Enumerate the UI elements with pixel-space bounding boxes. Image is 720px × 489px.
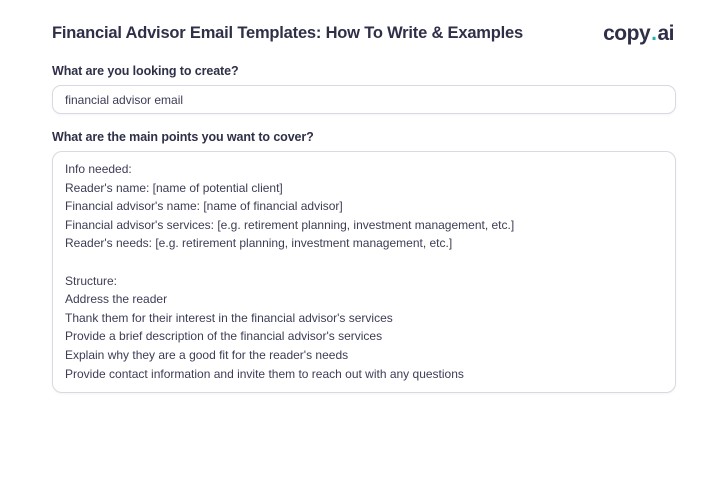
page-title: Financial Advisor Email Templates: How To Write & Examples <box>52 24 523 42</box>
logo-text-ai: ai <box>657 22 674 45</box>
main-points-label: What are the main points you want to cover? <box>52 130 314 144</box>
create-question-label: What are you looking to create? <box>52 64 239 78</box>
create-question-input[interactable] <box>52 85 676 114</box>
copyai-logo <box>603 22 674 46</box>
logo-text-copy: copy <box>603 22 651 45</box>
logo-dot-icon: . <box>651 22 657 45</box>
main-points-textarea[interactable] <box>52 151 676 393</box>
